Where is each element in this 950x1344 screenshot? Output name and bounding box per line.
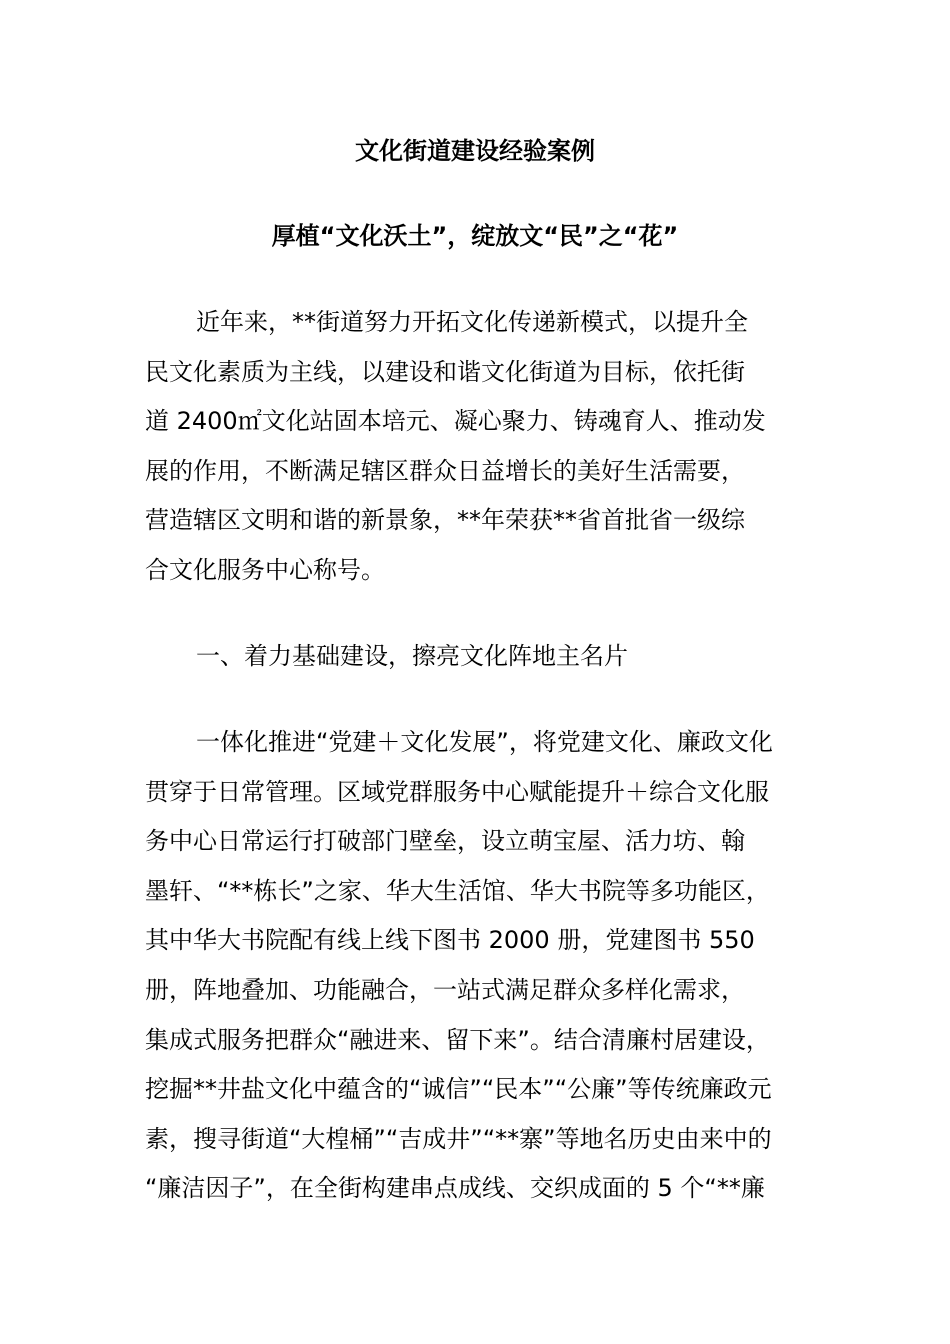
paragraph-line: 集成式服务把群众“融进来、留下来”。结合清廉村居建设， — [145, 1025, 770, 1054]
paragraph-line: 册，阵地叠加、功能融合，一站式满足群众多样化需求， — [145, 975, 745, 1004]
paragraph-line: 民文化素质为主线，以建设和谐文化街道为目标，依托街 — [145, 357, 745, 386]
section-heading — [145, 632, 815, 682]
paragraph-line: 其中华大书院配有线上线下图书 2000 册，党建图书 550 — [145, 926, 755, 955]
body-paragraph — [145, 718, 815, 1214]
paragraph-line: 道 2400㎡文化站固本培元、凝心聚力、铸魂育人、推动发 — [145, 407, 766, 436]
paragraph-line: 贯穿于日常管理。区域党群服务中心赋能提升＋综合文化服 — [145, 777, 769, 806]
paragraph-line: 展的作用，不断满足辖区群众日益增长的美好生活需要， — [145, 456, 745, 485]
paragraph-line: 一体化推进“党建＋文化发展”，将党建文化、廉政文化 — [196, 728, 773, 756]
intro-paragraph — [145, 298, 815, 596]
paragraph-line: “廉洁因子”，在全街构建串点成线、交织成面的 5 个“**廉 — [145, 1174, 765, 1203]
paragraph-line: 墨轩、“**栋长”之家、华大生活馆、华大书院等多功能区， — [145, 876, 770, 905]
paragraph-line: 素，搜寻街道“大楻桶”“吉成井”“**寨”等地名历史由来中的 — [145, 1124, 772, 1153]
document-title: 文化街道建设经验案例 — [355, 137, 595, 165]
paragraph-line: 营造辖区文明和谐的新景象，**年荣获**省首批省一级综 — [145, 506, 745, 535]
paragraph-line: 挖掘**井盐文化中蕴含的“诚信”“民本”“公廉”等传统廉政元 — [145, 1075, 772, 1104]
paragraph-line: 合文化服务中心称号。 — [145, 555, 385, 584]
paragraph-line: 近年来，**街道努力开拓文化传递新模式，以提升全 — [196, 308, 748, 336]
paragraph-line: 务中心日常运行打破部门壁垒，设立萌宝屋、活力坊、翰 — [145, 827, 745, 856]
section-heading-text: 一、着力基础建设，擦亮文化阵地主名片 — [196, 642, 628, 670]
document-subtitle: 厚植“文化沃土”，绽放文“民”之“花” — [271, 222, 679, 250]
